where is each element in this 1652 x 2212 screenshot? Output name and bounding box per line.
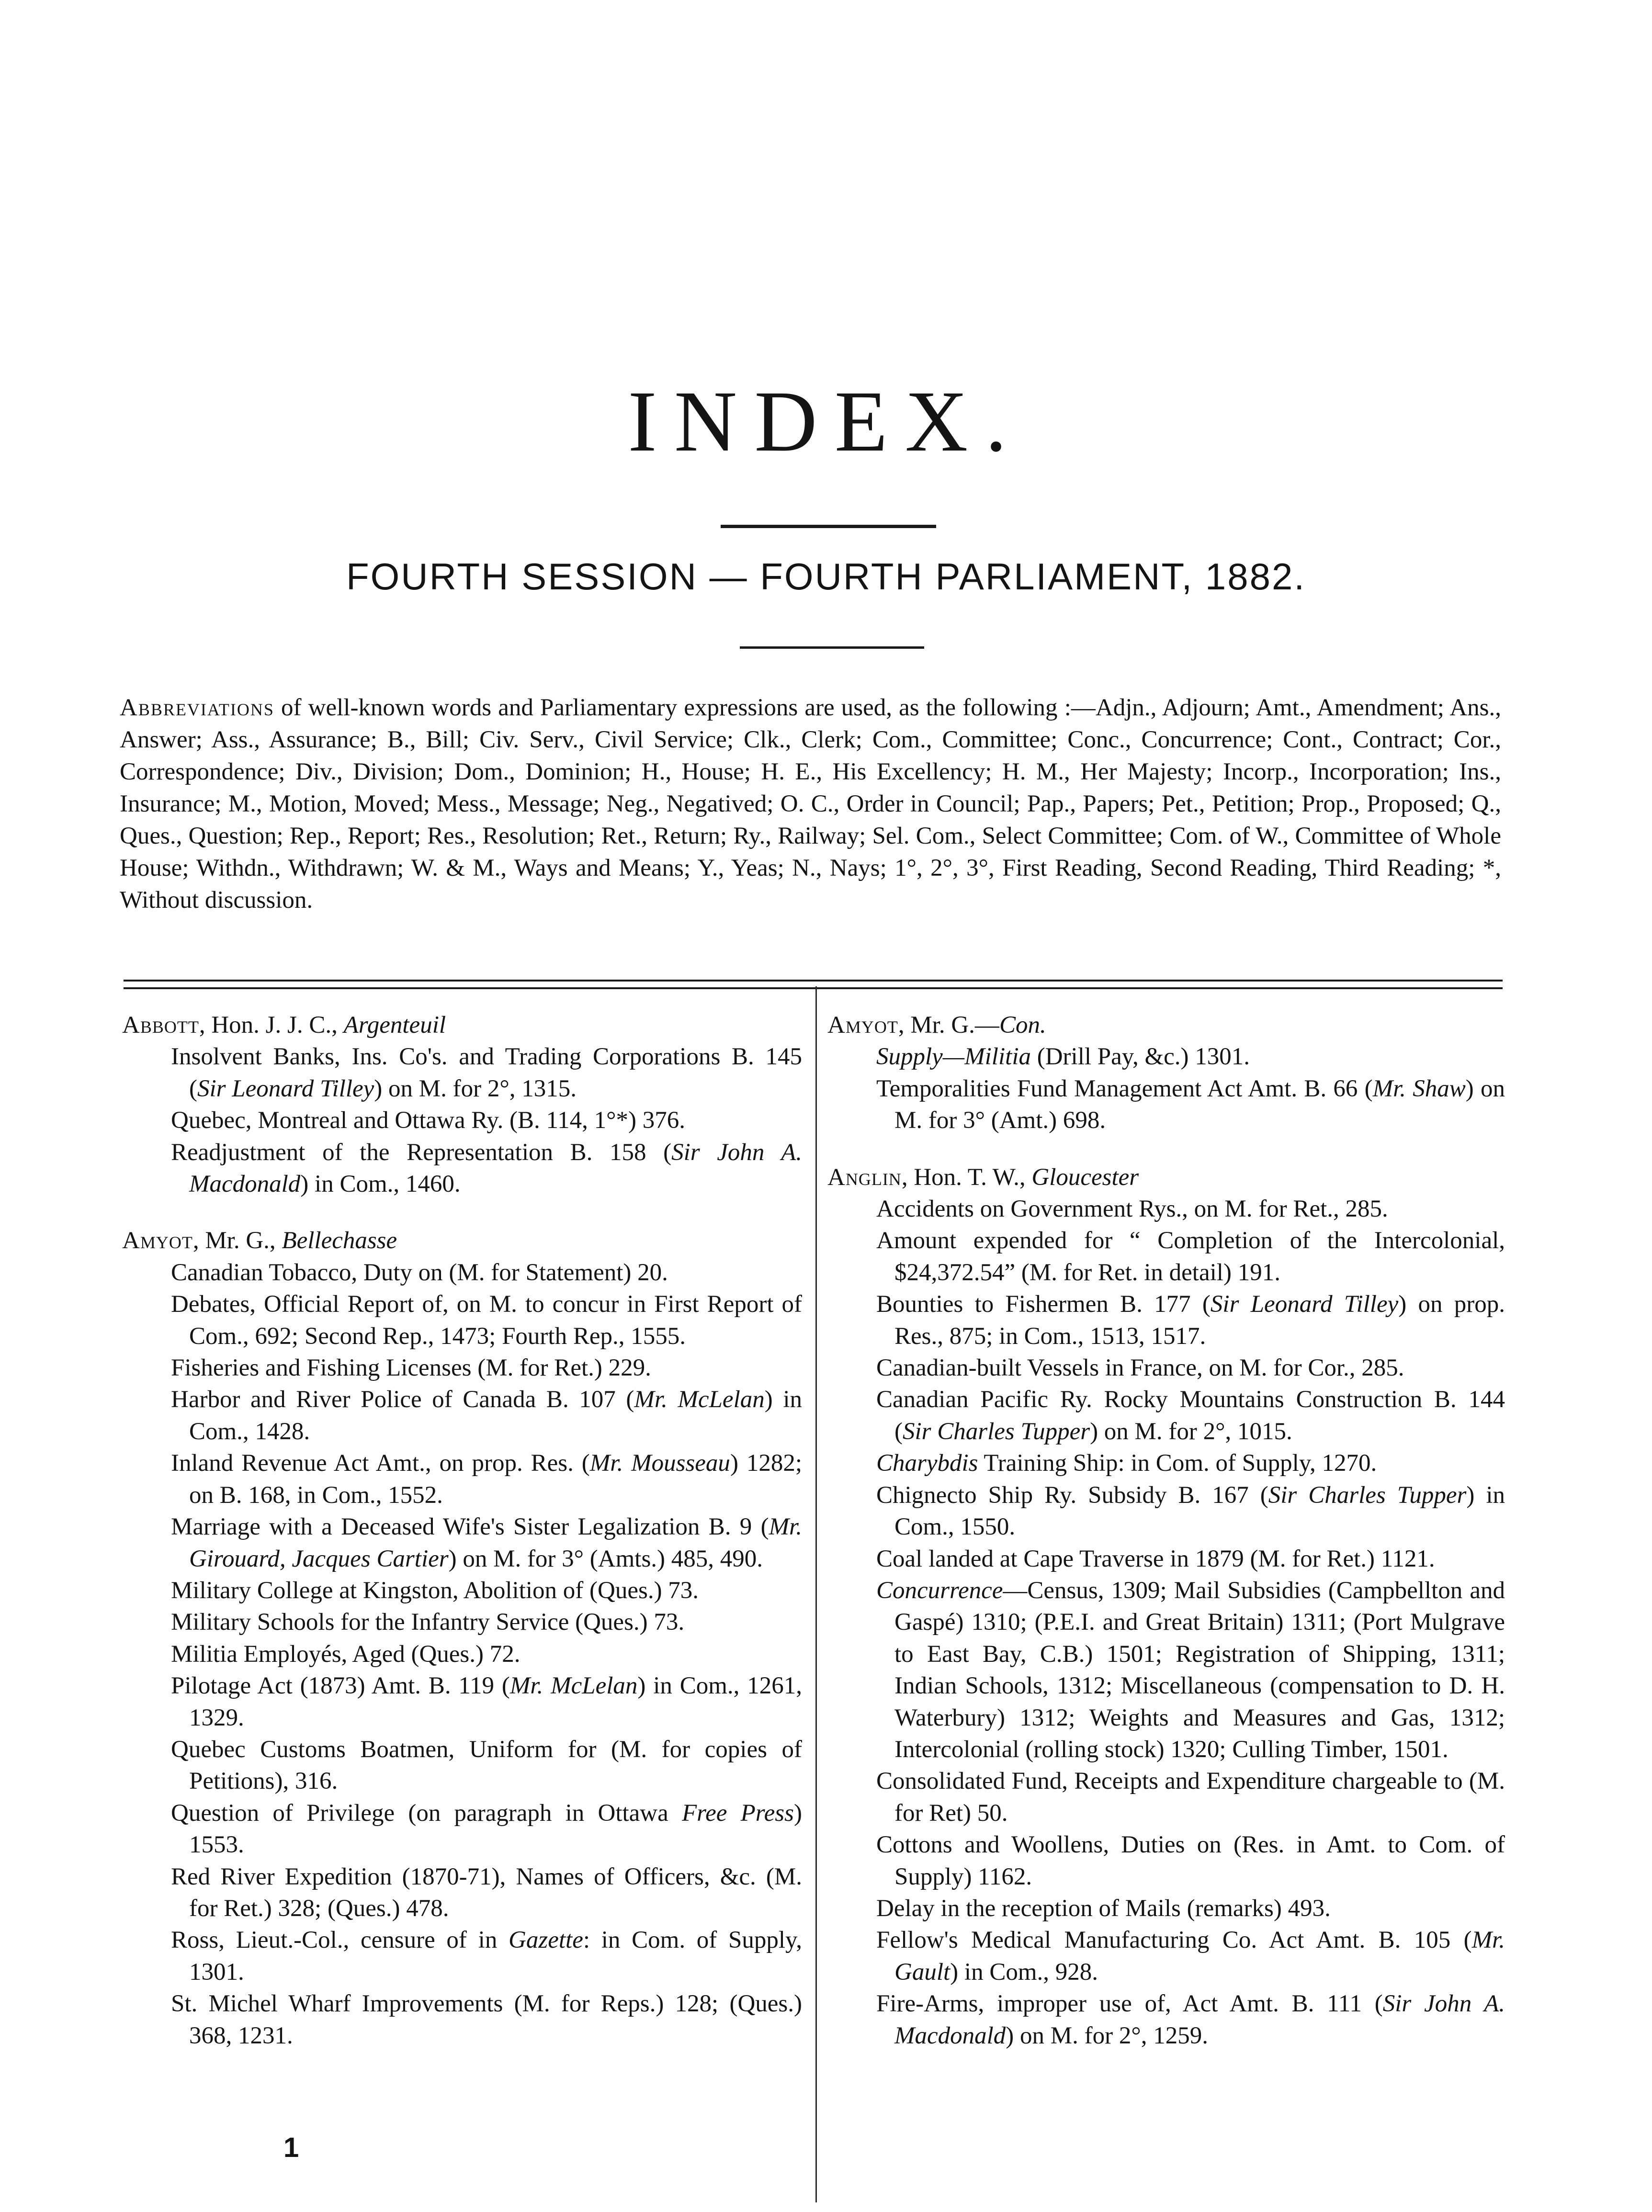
- entry-text: Temporalities Fund Management Act Amt. B. 66 (: [876, 1075, 1373, 1102]
- page-subtitle: [0, 555, 1652, 598]
- index-entry: [122, 1511, 802, 1575]
- member-title: , Hon. J. J. C.,: [199, 1012, 344, 1038]
- page-title: INDEX.: [628, 373, 1024, 470]
- member-riding: Argenteuil: [343, 1012, 446, 1038]
- index-entry: Military College at Kingston, Abolition of (Ques.) 73.: [171, 1577, 699, 1604]
- member-riding: Gloucester: [1031, 1163, 1139, 1191]
- entry-source: Free Press: [681, 1799, 794, 1827]
- entry-text: ) in Com., 1460.: [300, 1171, 461, 1198]
- entry-mover: Mr. Girouard, Jacques Cartier: [189, 1513, 802, 1572]
- index-entry: [122, 1384, 802, 1447]
- entry-topic: Concurrence: [876, 1577, 1003, 1604]
- entry-text: (Drill Pay, &c.) 1301.: [1030, 1043, 1250, 1071]
- subtitle-text: FOURTH SESSION — FOURTH PARLIAMENT,: [346, 555, 1194, 598]
- entry-source: Gazette: [509, 1927, 583, 1954]
- index-entry: [827, 1288, 1505, 1352]
- abbreviations-lead: Abbreviations: [120, 694, 274, 721]
- index-entry: St. Michel Wharf Improvements (M. for Reps.) 128; (Ques.) 368, 1231.: [171, 1990, 802, 2049]
- index-entry: Militia Employés, Aged (Ques.) 72.: [171, 1640, 520, 1668]
- entry-text: ) in Com., 928.: [950, 1958, 1098, 1986]
- index-entry: [122, 1924, 802, 1988]
- index-entry: Canadian-built Vessels in France, on M. for Cor., 285.: [876, 1354, 1404, 1382]
- entry-heading-amyot-continued: [827, 1009, 1505, 1041]
- entry-heading-abbott: [122, 1009, 802, 1041]
- entry-mover: Mr. McLelan: [634, 1386, 765, 1413]
- entry-mover: Sir Charles Tupper: [902, 1418, 1090, 1445]
- index-entry: Quebec, Montreal and Ottawa Ry. (B. 114, 1°*) 376.: [171, 1107, 685, 1134]
- index-entry: [827, 1041, 1505, 1072]
- subtitle-year: 1882.: [1205, 555, 1306, 598]
- entry-heading-amyot: [122, 1225, 802, 1256]
- entry-text: Bounties to Fishermen B. 177 (: [876, 1291, 1211, 1318]
- member-name: Amyot: [122, 1227, 193, 1254]
- entry-topic: Supply—Militia: [876, 1043, 1031, 1071]
- index-entry: [122, 1041, 802, 1105]
- column-divider: [815, 986, 817, 2202]
- entry-text: ) on prop. Res., 875; in Com., 1513, 1517.: [894, 1291, 1505, 1350]
- entry-text: : in Com. of Supply, 1301.: [189, 1927, 802, 1986]
- entry-text: Pilotage Act (1873) Amt. B. 119 (: [171, 1672, 510, 1700]
- member-title: , Mr. G.,: [192, 1227, 282, 1254]
- title-rule: [721, 525, 936, 528]
- entry-text: Harbor and River Police of Canada B. 107 (: [171, 1386, 634, 1413]
- continued-label: Con.: [999, 1012, 1046, 1038]
- entry-text: ) in Com., 1428.: [189, 1386, 802, 1445]
- entry-mover: Mr. Mousseau: [589, 1450, 730, 1477]
- index-entry: Military Schools for the Infantry Service (Ques.) 73.: [171, 1609, 685, 1636]
- abbreviations-paragraph: [120, 692, 1501, 916]
- entry-text: ) 1553.: [189, 1799, 802, 1859]
- index-entry: [122, 1670, 802, 1734]
- index-entry: [827, 1447, 1505, 1479]
- right-column: [827, 1009, 1505, 2052]
- entry-text: Fellow's Medical Manufacturing Co. Act Amt. B. 105 (: [876, 1927, 1472, 1954]
- index-entry: Fisheries and Fishing Licenses (M. for Ret.) 229.: [171, 1354, 651, 1382]
- index-entry: Quebec Customs Boatmen, Uniform for (M. for copies of Petitions), 316.: [171, 1736, 802, 1795]
- member-title: , Hon. T. W.,: [901, 1163, 1032, 1191]
- index-entry: [827, 1384, 1505, 1447]
- entry-mover: Sir Leonard Tilley: [197, 1075, 374, 1102]
- index-entry: Cottons and Woollens, Duties on (Res. in Amt. to Com. of Supply) 1162.: [876, 1831, 1505, 1890]
- entry-text: Training Ship: in Com. of Supply, 1270.: [978, 1450, 1377, 1477]
- entry-text: Readjustment of the Representation B. 158 (: [171, 1139, 672, 1166]
- entry-text: ) on M. for 2°, 1315.: [374, 1075, 577, 1102]
- entry-text: Ross, Lieut.-Col., censure of in: [171, 1927, 509, 1954]
- index-entry: [122, 1447, 802, 1511]
- left-column: [122, 1009, 802, 2052]
- entry-mover: Sir John A. Macdonald: [189, 1139, 803, 1198]
- entry-mover: Mr. Shaw: [1372, 1075, 1466, 1102]
- entry-text: Chignecto Ship Ry. Subsidy B. 167 (: [876, 1481, 1268, 1509]
- index-entry: Debates, Official Report of, on M. to concur in First Report of Com., 692; Second Rep., 1473; Fourth Rep., 1555.: [171, 1291, 802, 1350]
- index-entry: Accidents on Government Rys., on M. for Ret., 285.: [876, 1196, 1388, 1223]
- index-entry: [122, 1797, 802, 1861]
- entry-text: ) on M. for 2°, 1015.: [1090, 1418, 1292, 1445]
- entry-text: Marriage with a Deceased Wife's Sister Legalization B. 9 (: [171, 1513, 769, 1541]
- entry-text: Fire-Arms, improper use of, Act Amt. B. 111 (: [876, 1990, 1383, 2018]
- entry-text: ) in Com., 1550.: [894, 1481, 1505, 1541]
- member-riding: Bellechasse: [282, 1227, 397, 1254]
- index-entry: [827, 1988, 1505, 2052]
- entry-text: Inland Revenue Act Amt., on prop. Res. (: [171, 1450, 590, 1477]
- entry-heading-anglin: [827, 1162, 1505, 1193]
- index-entry: Coal landed at Cape Traverse in 1879 (M. for Ret.) 1121.: [876, 1545, 1435, 1572]
- entry-text: ) 1282; on B. 168, in Com., 1552.: [189, 1450, 803, 1509]
- index-entry: Delay in the reception of Mails (remarks) 493.: [876, 1895, 1331, 1922]
- entry-text: ) on M. for 3° (Amt.) 698.: [894, 1075, 1505, 1134]
- index-entry: [827, 1479, 1505, 1543]
- index-entry: [827, 1073, 1505, 1137]
- entry-topic: Charybdis: [876, 1450, 978, 1477]
- entry-mover: Mr. McLelan: [509, 1672, 638, 1700]
- index-entry: Consolidated Fund, Receipts and Expenditure chargeable to (M. for Ret) 50.: [876, 1768, 1505, 1827]
- index-entry: Red River Expedition (1870-71), Names of Officers, &c. (M. for Ret.) 328; (Ques.) 478.: [171, 1863, 802, 1922]
- entry-text: —Census, 1309; Mail Subsidies (Campbellton and Gaspé) 1310; (P.E.I. and Great Britain) 1311; (Port Mulgrave to East Bay, C.B.) 1501; Registration of Shipping, 1311; Indian Schools, 1312; Miscellaneous (compensation to D. H. Waterbury) 1312; Weights and Measures and Gas, 1312; Intercolonial (rolling stock) 1320; Culling Timber, 1501.: [894, 1577, 1505, 1763]
- index-entry: Canadian Tobacco, Duty on (M. for Statement) 20.: [171, 1259, 668, 1286]
- entry-mover: Sir John A. Macdonald: [894, 1990, 1505, 2049]
- index-entry: [827, 1924, 1505, 1988]
- entry-text: Canadian Pacific Ry. Rocky Mountains Construction B. 144 (: [876, 1386, 1505, 1445]
- member-name: Anglin: [827, 1163, 902, 1191]
- entry-text: ) on M. for 2°, 1259.: [1006, 2022, 1208, 2049]
- entry-text: ) on M. for 3° (Amts.) 485, 490.: [448, 1545, 763, 1572]
- entry-mover: Mr. Gault: [894, 1927, 1505, 1986]
- entry-mover: Sir Charles Tupper: [1268, 1481, 1467, 1509]
- index-entry: Amount expended for “ Completion of the Intercolonial, $24,372.54” (M. for Ret. in detail) 191.: [876, 1227, 1505, 1286]
- page-mark: 1: [283, 2132, 299, 2163]
- section-double-rule: [124, 980, 1503, 989]
- entry-text: ) in Com., 1261, 1329.: [189, 1672, 802, 1731]
- index-entry: [122, 1137, 802, 1200]
- member-name: Abbott: [122, 1012, 199, 1038]
- entry-text: Insolvent Banks, Ins. Co's. and Trading Corporations B. 145 (: [171, 1043, 802, 1102]
- subtitle-rule: [740, 646, 924, 649]
- member-name: Amyot: [827, 1012, 898, 1038]
- member-title: , Mr. G.—: [898, 1012, 999, 1038]
- entry-text: Question of Privilege (on paragraph in Ottawa: [171, 1799, 682, 1827]
- entry-mover: Sir Leonard Tilley: [1210, 1291, 1399, 1318]
- index-entry: [827, 1575, 1505, 1765]
- abbreviations-text: of well-known words and Parliamentary expressions are used, as the following :—Adjn., Adjourn; Amt., Amendment; Ans., Answer; Ass., Assurance; B., Bill; Civ. Serv., Civil Service; Clk., Clerk; Com., Committee; Conc., Concurrence; Cont., Contract; Cor., Correspondence; Div., Division; Dom., Dominion; H., House; H. E., His Excellency; H. M., Her Majesty; Incorp., Incorporation; Ins., Insurance; M., Motion, Moved; Mess., Message; Neg., Negatived; O. C., Order in Council; Pap., Papers; Pet., Petition; Prop., Proposed; Q., Ques., Question; Rep., Report; Res., Resolution; Ret., Return; Ry., Railway; Sel. Com., Select Committee; Com. of W., Committee of Whole House; Withdn., Withdrawn; W. & M., Ways and Means; Y., Yeas; N., Nays; 1°, 2°, 3°, First Reading, Second Reading, Third Reading; *, Without discussion.: [120, 694, 1501, 914]
